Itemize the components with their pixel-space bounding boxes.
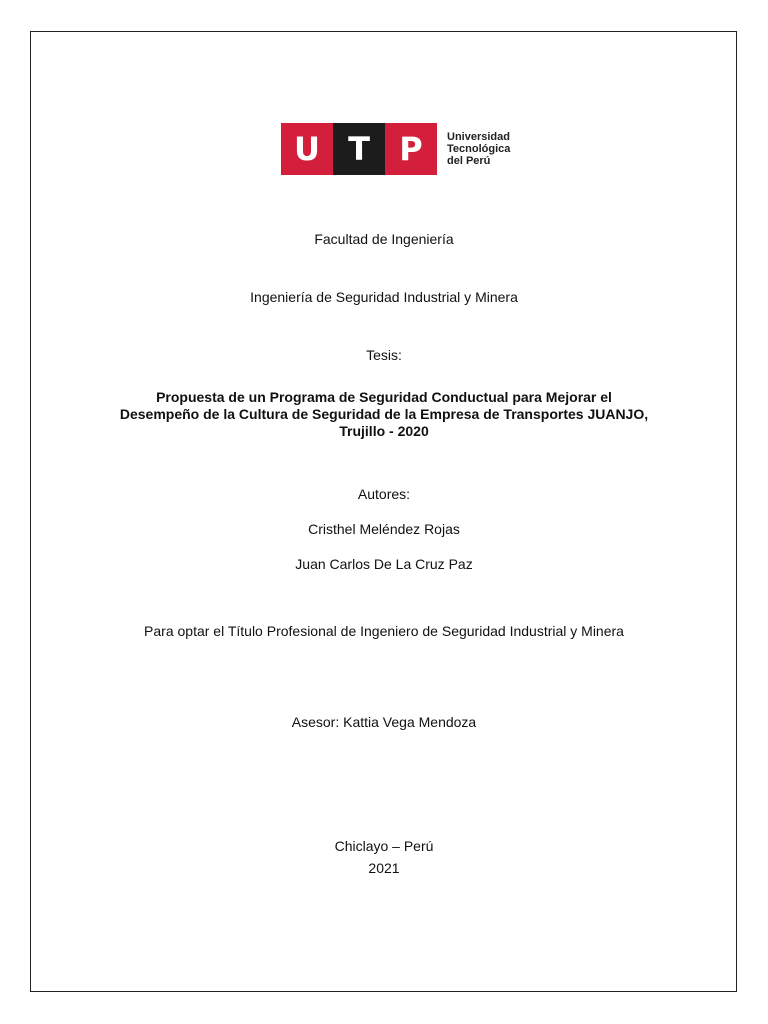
place: Chiclayo – Perú — [334, 838, 434, 854]
career-name: Ingeniería de Seguridad Industrial y Minera — [250, 289, 518, 305]
thesis-title-line-1: Propuesta de un Programa de Seguridad Conductual para Mejorar el — [156, 389, 612, 405]
utp-logo — [281, 123, 510, 175]
thesis-title — [0, 389, 768, 440]
faculty-name: Facultad de Ingeniería — [314, 231, 454, 247]
logo-letter-t: T — [333, 123, 385, 175]
author-name-1: Cristhel Meléndez Rojas — [308, 521, 460, 537]
logo-letter-u: U — [281, 123, 333, 175]
thesis-title-line-2: Desempeño de la Cultura de Seguridad de la Empresa de Transportes JUANJO, — [119, 406, 649, 422]
author-name-2: Juan Carlos De La Cruz Paz — [295, 556, 473, 572]
logo-text-line-1: Universidad — [447, 131, 510, 143]
document-type: Tesis: — [366, 347, 402, 363]
logo-text-line-2: Tecnológica — [447, 143, 511, 155]
year: 2021 — [368, 860, 400, 876]
logo-letter-p: P — [385, 123, 437, 175]
authors-label: Autores: — [357, 486, 411, 502]
advisor-name: Asesor: Kattia Vega Mendoza — [291, 714, 477, 730]
logo-wordmark — [447, 131, 510, 167]
thesis-title-line-3: Trujillo - 2020 — [339, 423, 429, 439]
logo-text-line-3: del Perú — [447, 155, 491, 167]
degree-statement: Para optar el Título Profesional de Ingeniero de Seguridad Industrial y Minera — [144, 623, 624, 639]
